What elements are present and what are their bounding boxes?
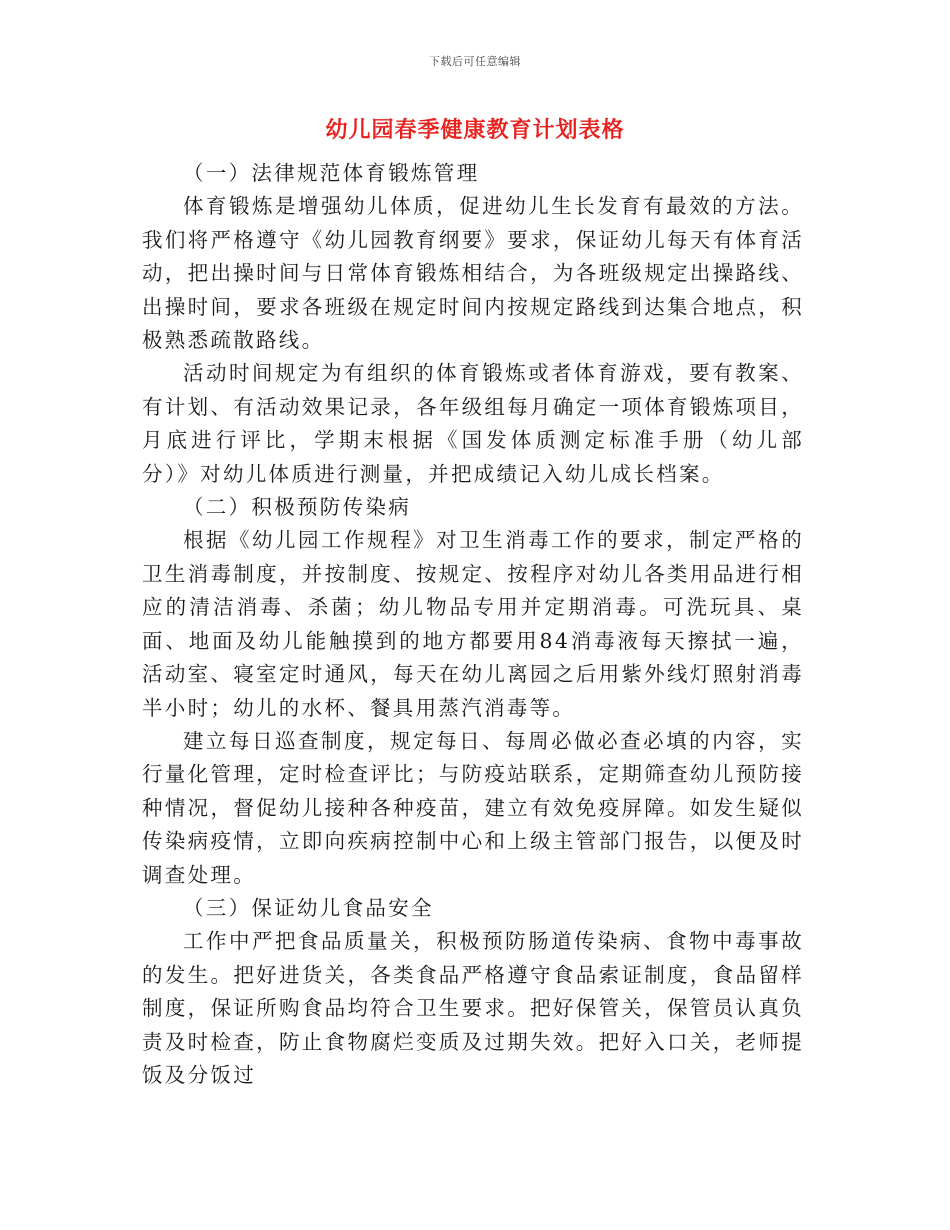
- section-heading-2: （二）积极预防传染病: [183, 495, 411, 520]
- section-2-paragraph-1: 根据《幼儿园工作规程》对卫生消毒工作的要求，制定严格的卫生消毒制度，并按制度、按规定、按程序对幼儿各类用品进行相应的清洁消毒、杀菌；幼儿物品专用并定期消毒。可洗玩具、桌面、地面及幼儿能触摸到的地方都要用84消毒液每天擦拭一遍，活动室、寝室定时通风，每天在幼儿离园之后用紫外线灯照射消毒半小时；幼儿的水杯、餐具用蒸汽消毒等。: [142, 528, 804, 720]
- document-title: 幼儿园春季健康教育计划表格: [325, 117, 625, 143]
- section-2-paragraph-2: 建立每日巡查制度，规定每日、每周必做必查必填的内容，实行量化管理，定时检查评比；与防疫站联系，定期筛查幼儿预防接种情况，督促幼儿接种各种疫苗，建立有效免疫屏障。如发生疑似传染病疫情，立即向疾病控制中心和上级主管部门报告，以便及时调查处理。: [142, 728, 804, 887]
- section-1-paragraph-1: 体育锻炼是增强幼儿体质，促进幼儿生长发育有最效的方法。我们将严格遵守《幼儿园教育纲要》要求，保证幼儿每天有体育活动，把出操时间与日常体育锻炼相结合，为各班级规定出操路线、出操时间，要求各班级在规定时间内按规定路线到达集合地点，积极熟悉疏散路线。: [142, 194, 804, 353]
- header-note: 下载后可任意编辑: [429, 55, 521, 68]
- section-heading-3: （三）保证幼儿食品安全: [183, 895, 434, 920]
- section-3-paragraph-1: 工作中严把食品质量关，积极预防肠道传染病、食物中毒事故的发生。把好进货关，各类食品严格遵守食品索证制度，食品留样制度，保证所购食品均符合卫生要求。把好保管关，保管员认真负责及时检查，防止食物腐烂变质及过期失效。把好入口关，老师提饭及分饭过: [142, 929, 804, 1087]
- document-body: [142, 157, 804, 1092]
- section-heading-1: （一）法律规范体育锻炼管理: [183, 161, 480, 185]
- section-1-paragraph-2: 活动时间规定为有组织的体育锻炼或者体育游戏，要有教案、有计划、有活动效果记录，各年级组每月确定一项体育锻炼项目，月底进行评比，学期末根据《国发体质测定标准手册（幼儿部分）》对幼儿体质进行测量，并把成绩记入幼儿成长档案。: [142, 361, 804, 486]
